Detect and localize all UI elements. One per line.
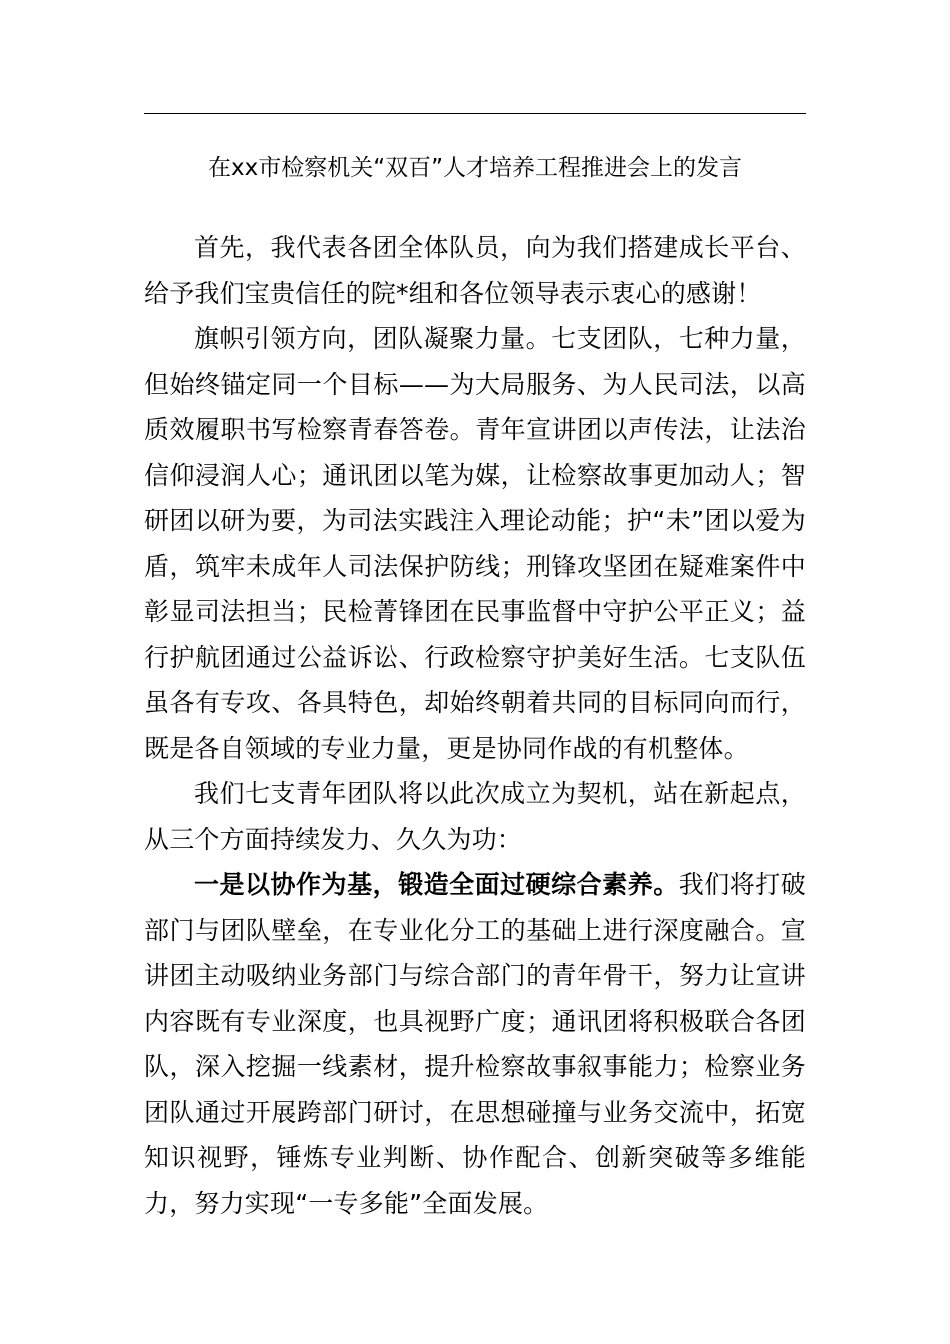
paragraph-text: 我们将打破部门与团队壁垒，在专业化分工的基础上进行深度融合。宣讲团主动吸纳业务部门与综合部门的青年骨干，努力让宣讲内容既有专业深度，也具视野广度；通讯团将积极联合各团队，深入挖掘一线素材，提升检察故事叙事能力；检察业务团队通过开展跨部门研讨，在思想碰撞与业务交流中，拓宽知识视野，锤炼专业判断、协作配合、创新突破等多维能力，努力实现“一专多能”全面发展。 [144,870,806,1218]
paragraph-three-aspects [144,771,806,862]
paragraph-text: 我们七支青年团队将以此次成立为契机，站在新起点，从三个方面持续发力、久久为功： [144,779,806,854]
document-title: 在xx市检察机关“双百”人才培养工程推进会上的发言 [207,155,743,181]
paragraph-opening-thanks [144,225,806,316]
paragraph-text: 首先，我代表各团全体队员，向为我们搭建成长平台、给予我们宝贵信任的院*组和各位领导表示衷心的感谢！ [144,233,806,308]
paragraph-seven-teams [144,316,806,771]
document-body [144,225,806,1226]
top-divider-line [144,113,806,114]
paragraph-point-one [144,862,806,1226]
paragraph-lead-heading: 一是以协作为基，锻造全面过硬综合素养。 [194,870,679,899]
paragraph-text: 旗帜引领方向，团队凝聚力量。七支团队，七种力量，但始终锚定同一个目标——为大局服务、为人民司法，以高质效履职书写检察青春答卷。青年宣讲团以声传法，让法治信仰浸润人心；通讯团以笔为媒，让检察故事更加动人；智研团以研为要，为司法实践注入理论动能；护“未”团以爱为盾，筑牢未成年人司法保护防线；刑锋攻坚团在疑难案件中彰显司法担当；民检菁锋团在民事监督中守护公平正义；益行护航团通过公益诉讼、行政检察守护美好生活。七支队伍虽各有专攻、各具特色，却始终朝着共同的目标同向而行，既是各自领域的专业力量，更是协同作战的有机整体。 [144,324,806,763]
